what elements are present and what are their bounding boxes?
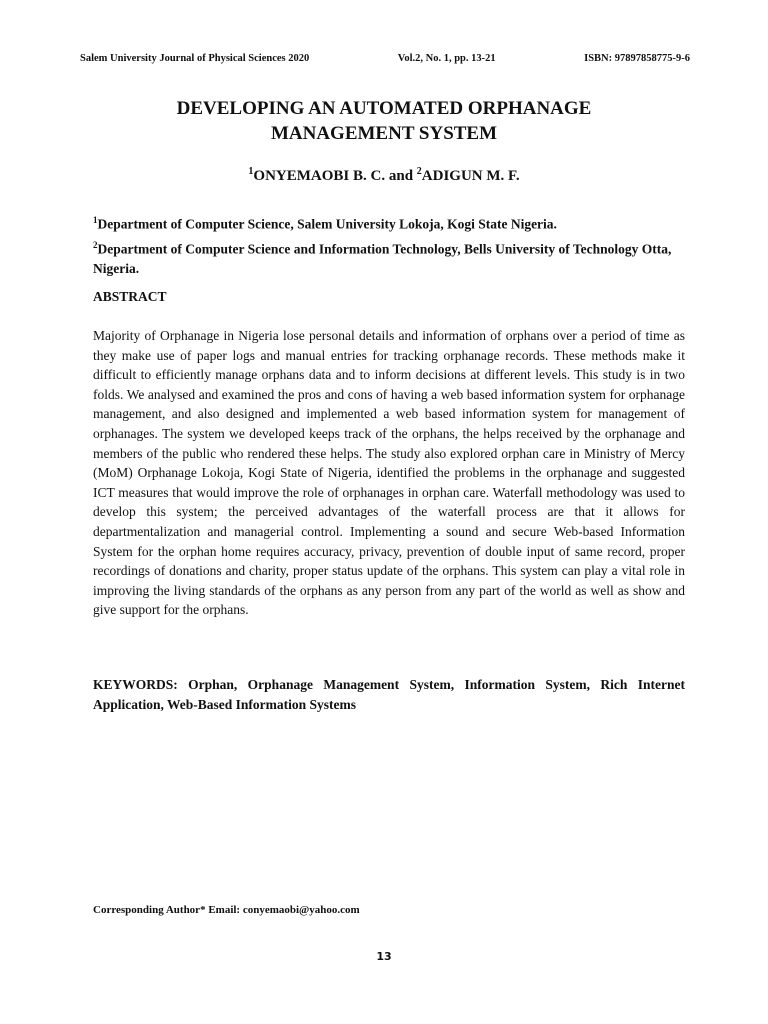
title-line-1: DEVELOPING AN AUTOMATED ORPHANAGE — [176, 98, 592, 119]
page-number: 13 — [376, 950, 392, 963]
author-1-marker: 1 — [248, 166, 254, 177]
title-line-2: MANAGEMENT SYSTEM — [270, 123, 498, 144]
affiliation-1-marker: 1 — [93, 215, 98, 225]
isbn: ISBN: 97897858775-9-6 — [584, 53, 690, 64]
affiliation-1-text: Department of Computer Science, Salem University Lokoja, Kogi State Nigeria. — [97, 216, 557, 232]
author-2-marker: 2 — [416, 166, 422, 177]
affiliations — [93, 210, 685, 279]
paper-title — [0, 96, 768, 146]
affiliation-2 — [93, 235, 685, 280]
running-header — [80, 53, 690, 64]
author-list — [0, 166, 768, 185]
corresponding-author: Corresponding Author* Email: conyemaobi@yahoo.com — [93, 904, 360, 916]
volume-info: Vol.2, No. 1, pp. 13-21 — [397, 53, 496, 64]
affiliation-2-marker: 2 — [93, 239, 98, 250]
abstract-body: Majority of Orphanage in Nigeria lose personal details and information of orphans over a period of time as they make use of paper logs and manual entries for tracking orphanage records. These methods make it difficult to efficiently manage orphans data and to inform decisions at different levels. This study is in two folds. We analysed and examined the pros and cons of having a web based information system for orphanage management, and also designed and implemented a web based information system for management of orphanages. The system we developed keeps track of the orphans, the helps received by the orphanage and members of the public who rendered these helps. The study also explored orphan care in Ministry of Mercy (MoM) Orphanage Lokoja, Kogi State of Nigeria, identified the problems in the orphanage and suggested ICT measures that would improve the role of orphanages in orphan care. Waterfall methodology was used to develop this system; the perceived advantages of the waterfall process are that it allows for departmentalization and managerial control. Implementing a sound and secure Web-based Information System for the orphan home requires accuracy, privacy, prevention of double input of same record, proper recordings of donations and charity, proper status update of the orphans. This system can play a vital role in improving the living standards of the orphans as any person from any part of the world as well as show and give support for the orphans. — [93, 328, 685, 618]
affiliation-2-text: Department of Computer Science and Information Technology, Bells University of Technology Otta, Nigeria. — [93, 241, 672, 276]
author-2: ADIGUN M. F. — [421, 168, 520, 184]
author-1: ONYEMAOBI B. C. — [253, 168, 386, 184]
journal-name: Salem University Journal of Physical Sciences 2020 — [80, 53, 310, 64]
author-conjunction: and — [385, 168, 417, 184]
affiliation-1 — [93, 210, 685, 235]
keywords: KEYWORDS: Orphan, Orphanage Management System, Information System, Rich Internet Application, Web-Based Information Systems — [93, 677, 685, 712]
abstract-heading: ABSTRACT — [93, 289, 167, 304]
